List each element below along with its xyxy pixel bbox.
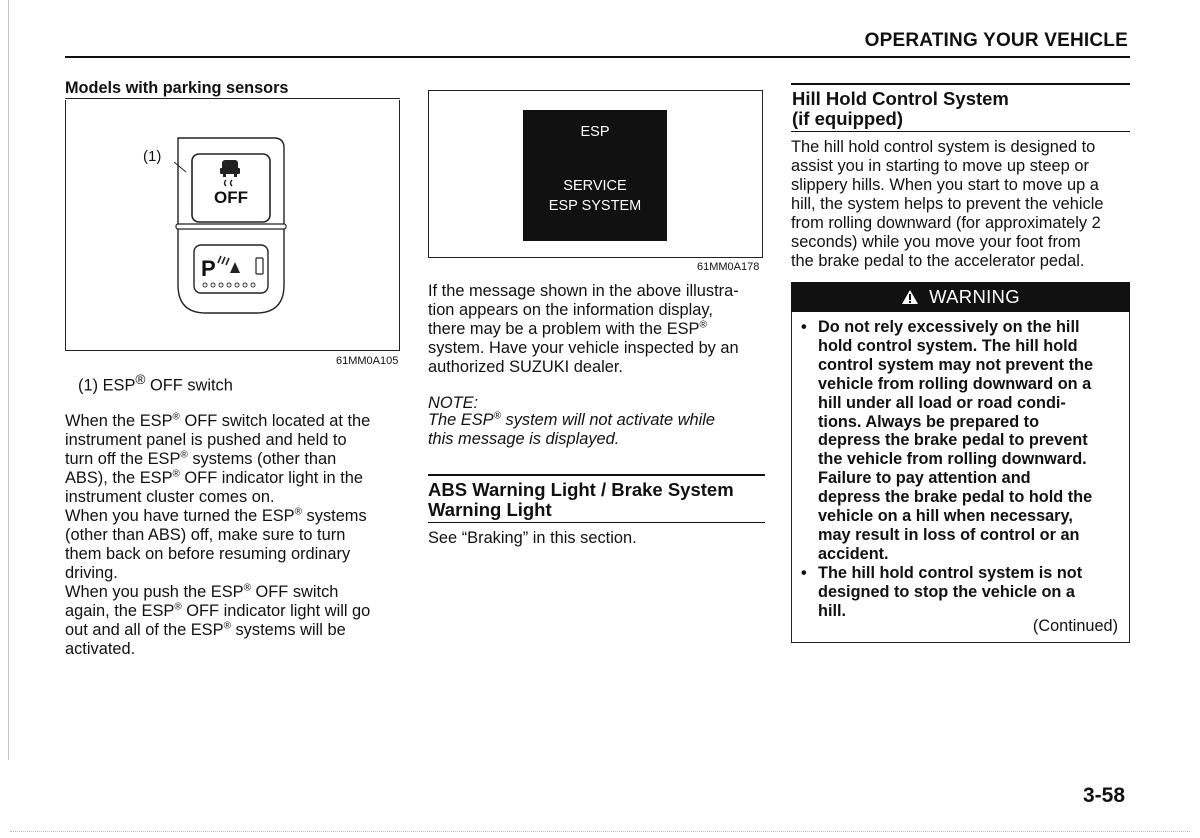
display-message-paragraph: If the message shown in the above illustra- tion appears on the information display, there may be a problem with the ESP® system. Have your vehicle inspected by an authorized SUZUKI dealer. [428,282,739,376]
information-display [523,110,667,241]
section-rule [428,474,765,476]
header-rule [65,56,1130,58]
bottom-edge-dots [10,831,1190,833]
warning-title: WARNING [929,286,1020,307]
esp-switch-illustration [66,100,399,350]
abs-warning-heading: ABS Warning Light / Brake System Warning Light [428,479,734,520]
park-label: P [201,256,216,281]
section-rule [791,131,1130,132]
page-number: 3-58 [1083,784,1126,807]
callout-leader [174,162,186,172]
figure-top-rule [65,98,400,99]
display-line-service: SERVICE [563,178,627,194]
warning-list [799,318,1121,621]
off-label: OFF [214,188,248,207]
figure-code: 61MM0A178 [697,261,760,273]
warning-triangle-icon [901,284,919,314]
warning-title-bar [791,282,1130,312]
esp-switch-figure [65,100,400,351]
pedestrian-icon [230,262,240,273]
figure-code: 61MM0A105 [336,355,399,367]
see-braking-text: See “Braking” in this section. [428,529,637,547]
hill-hold-paragraph: The hill hold control system is designed to assist you in starting to move up steep or slippery hills. When you start to move up a hill, the system helps to prevent the vehicle from rolling downward (for approximately 2 seconds) while you move your foot from the brake pedal to the accelerator pedal. [791,138,1104,270]
continued-label: (Continued) [1032,617,1118,635]
section-rule [791,83,1130,85]
display-line-esp-system: ESP SYSTEM [548,198,642,214]
display-line-esp: ESP [580,124,610,140]
page-edge-line [8,0,9,760]
hill-hold-heading: Hill Hold Control System (if equipped) [792,88,1009,129]
warning-item: • The hill hold control system is not designed to stop the vehicle on a hill. [801,563,1083,620]
callout-label: (1) [143,148,162,165]
models-subheading: Models with parking sensors [65,79,289,97]
figure-caption: (1) ESP® OFF switch [78,372,233,395]
esp-off-paragraph: When the ESP® OFF switch located at the instrument panel is pushed and held to turn off the ESP® systems (other than ABS), the ESP® OFF indicator light in the instrument cluster comes on. When you have turned the ESP® systems (other than ABS) off, make sure to turn them back on before resuming ordinary driving. When you push the ESP® OFF switch again, the ESP® OFF indicator light will go out and all of the ESP® systems will be activated. [65,411,371,658]
section-rule [428,522,765,523]
indicator-dots [203,283,255,287]
note-text: The ESP® system will not activate while this message is displayed. [428,410,716,448]
skid-car-icon [220,160,240,186]
indicator-slot [256,258,263,274]
warning-item: • Do not rely excessively on the hill hold control system. The hill hold control system may not prevent the vehicle from rolling downward on a hill under all load or road condi- tions. Always be prepared to depress the brake pedal to prevent the vehicle from rolling downward. Failure to pay attention and depress the brake pedal to hold the vehicle on a hill when necessary, may result in loss of control or an accident. [801,318,1094,563]
section-title: OPERATING YOUR VEHICLE [864,30,1128,51]
note-label: NOTE: [428,394,479,412]
